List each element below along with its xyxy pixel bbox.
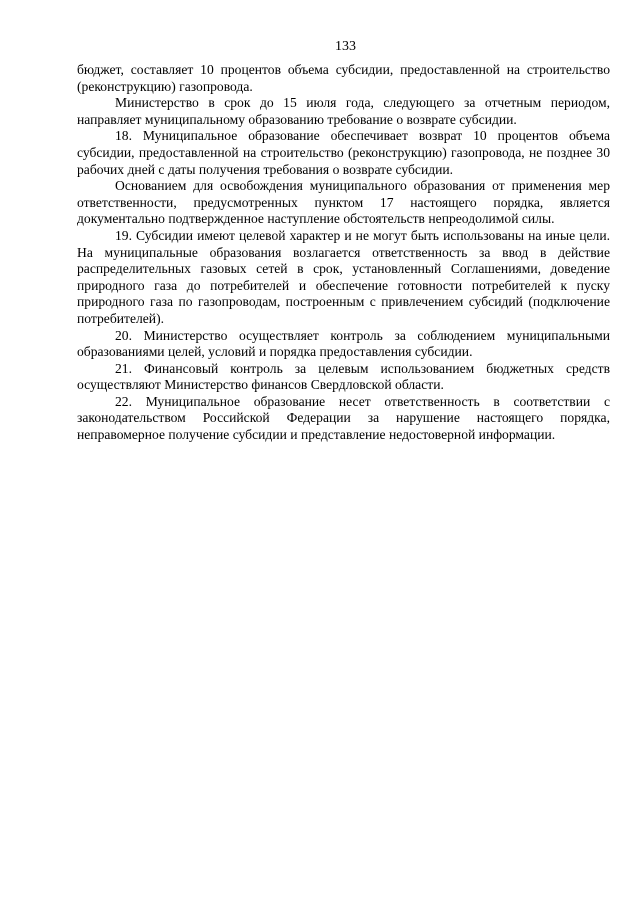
paragraph-item-22: 22. Муниципальное образование несет ответственность в соответствии с законодательством Российской Федерации за нарушение настоящего порядка, неправомерное получение субсидии и представление недостоверной информации. [77,393,610,443]
paragraph-item-19: 19. Субсидии имеют целевой характер и не могут быть использованы на иные цели. На муниципальные образования возлагается ответственность за ввод в действие распределительных газовых сетей в срок, установленный Соглашениями, доведение природного газа до потребителей и обеспечение готовности потребителей к пуску природного газа по газопроводам, построенным с привлечением субсидий (подключение потребителей). [77,227,610,326]
paragraph-force-majeure: Основанием для освобождения муниципального образования от применения мер ответственности, предусмотренных пунктом 17 настоящего порядка, является документально подтвержденное наступление обстоятельств непреодолимой силы. [77,178,610,227]
paragraph-continuation: бюджет, составляет 10 процентов объема субсидии, предоставленной на строительство (реконструкцию) газопровода. [77,62,610,94]
paragraph-repayment-deadline: Министерство в срок до 15 июля года, следующего за отчетным периодом, направляет муниципальному образованию требование о возврате субсидии. [77,95,610,127]
paragraph-item-21: 21. Финансовый контроль за целевым использованием бюджетных средств осуществляют Министерство финансов Свердловской области. [77,360,610,393]
page-number: 133 [335,39,356,54]
document-body [77,62,610,444]
document-page [77,38,610,444]
paragraph-item-18: 18. Муниципальное образование обеспечивает возврат 10 процентов объема субсидии, предоставленной на строительство (реконструкцию) газопровода, не позднее 30 рабочих дней с даты получения требования о возврате субсидии. [77,128,610,177]
paragraph-item-20: 20. Министерство осуществляет контроль за соблюдением муниципальными образованиями целей, условий и порядка предоставления субсидии. [77,327,610,360]
